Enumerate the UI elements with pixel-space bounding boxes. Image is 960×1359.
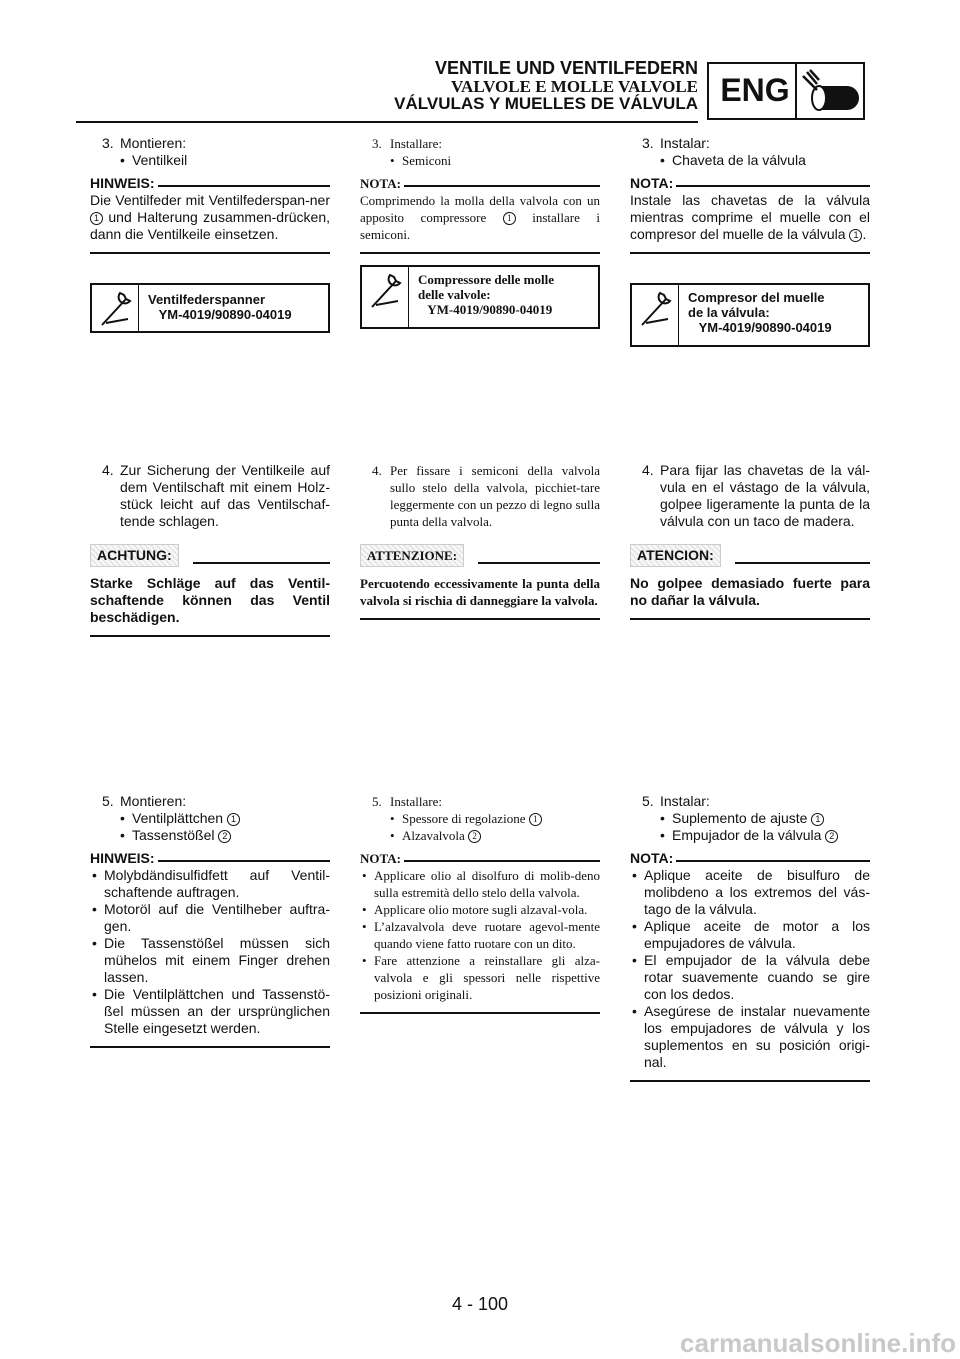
- note-item: • Applicare olio motore sugli alzaval-vola.: [360, 901, 600, 918]
- wrench-screwdriver-icon: [98, 289, 134, 329]
- list-item: • Chaveta de la válvula: [630, 152, 870, 169]
- step-text: Montieren:: [120, 793, 187, 809]
- step-text: Per fissare i semiconi della valvola sullo stelo della valvola, picchiet-tare leggermente con un pezzo di legno sulla punta della valvola.: [390, 463, 600, 529]
- column-it-step4: 4. Per fissare i semiconi della valvola sullo stelo della valvola, picchiet-tare leggermente con un pezzo di legno sulla punta della valvola. ATTENZIONE: Percuotendo eccessivamente la punta della valvola si rischia di danneggiare la valvola.: [360, 462, 600, 620]
- note-label: NOTA:: [630, 850, 674, 866]
- eng-badge: [707, 62, 865, 120]
- tool-name: Ventilfederspanner YM-4019/90890-04019: [148, 292, 292, 322]
- section-title-de: VENTILE UND VENTILFEDERN: [434, 58, 698, 78]
- list-item: • Empujador de la válvula 2: [630, 827, 870, 844]
- list-item: • Alzavalvola 2: [360, 827, 600, 844]
- note-label: NOTA:: [360, 176, 401, 191]
- note-item: • L’alzavalvola deve ruotare agevol-mente quando viene fatto ruotare con un dito.: [360, 918, 600, 952]
- note-text: Instale las chavetas de la válvula mientras comprime el muelle con el compresor del muelle de la válvula 1 .: [630, 192, 870, 242]
- step-text: Montieren:: [120, 135, 187, 151]
- note-label: NOTA:: [630, 175, 674, 191]
- column-es: 3. Instalar: • Chaveta de la válvula NOTA: Instale las chavetas de la válvula mientras comprime el muelle con el compresor del muelle de la válvula 1 .: [630, 135, 870, 254]
- step-text: Installare:: [390, 136, 442, 151]
- column-de-step5: 5. Montieren: • Ventilplättchen 1 • Tassenstößel 2 HINWEIS: • Molybdändisulfidfett auf Ventil-schaftende auftragen. • Motoröl auf die Ventilheber auftra-gen. • Die Tassenstößel müssen sich mühelos mit einem Finger drehen lassen. • Die Ventilplättchen und Tassenstö-ßel müssen an der ursprünglichen Stelle eingesetzt werden.: [90, 793, 330, 1048]
- header-rule: [76, 121, 698, 123]
- list-item: • Ventilplättchen 1: [90, 810, 330, 827]
- step-text: Para fijar las chavetas de la vál-vula en el vástago de la válvula, golpee ligeramente la punta de la válvula con un taco de madera.: [660, 462, 870, 529]
- list-item: • Suplemento de ajuste 1: [630, 810, 870, 827]
- note-text: Comprimendo la molla della valvola con un apposito compressore 1 installare i semiconi.: [360, 193, 600, 242]
- list-item: • Spessore di regolazione 1: [360, 810, 600, 827]
- engine-valve-icon: [799, 66, 863, 118]
- step-text: Zur Sicherung der Ventilkeile auf dem Ventilschaft mit einem Holz-stück leicht auf das Ventilschaf-tende schlagen.: [120, 462, 330, 529]
- note-item: • Asegúrese de instalar nuevamente los empujadores de válvula y los suplementos en su posición origi-nal.: [630, 1003, 870, 1071]
- tool-box-es: [630, 283, 870, 347]
- note-item: • Die Ventilplättchen und Tassenstö-ßel müssen an der ursprünglichen Stelle eingesetzt werden.: [90, 986, 330, 1037]
- caution-text: Starke Schläge auf das Ventil-schaftende können das Ventil beschädigen.: [90, 575, 330, 625]
- note-item: • Applicare olio al disolfuro di molib-deno sulla estremità dello stelo della valvola.: [360, 867, 600, 901]
- step-number: 3.: [102, 135, 114, 151]
- note-item: • Die Tassenstößel müssen sich mühelos mit einem Finger drehen lassen.: [90, 935, 330, 986]
- column-it: 3. Installare: • Semiconi NOTA: Comprimendo la molla della valvola con un apposito compressore 1 installare i semiconi.: [360, 135, 600, 254]
- note-label: HINWEIS:: [90, 850, 155, 866]
- list-item: • Ventilkeil: [90, 152, 330, 169]
- caution-label: ACHTUNG:: [90, 544, 179, 567]
- tool-name: Compressore delle molle delle valvole: YM-4019/90890-04019: [418, 272, 554, 317]
- column-es-step5: 5. Instalar: • Suplemento de ajuste 1 • Empujador de la válvula 2 NOTA: • Aplique aceite de bisulfuro de molibdeno a los extremos del vás-tago de la válvula. • Aplique aceite de motor a los empujadores de válvula. • El empujador de la válvula debe rotar suavemente cuando se gire con los dedos. • Asegúrese de instalar nuevamente los empujadores de válvula y los suplementos en su posición origi-nal.: [630, 793, 870, 1082]
- wrench-screwdriver-icon: [368, 271, 404, 311]
- note-item: • Fare attenzione a reinstallare gli alza-valvola e gli spessori nelle rispettive posizioni originali.: [360, 952, 600, 1003]
- note-label: NOTA:: [360, 851, 401, 866]
- tool-name: Compresor del muelle de la válvula: YM-4019/90890-04019: [688, 290, 832, 335]
- eng-label: ENG: [720, 72, 790, 108]
- column-it-step5: 5. Installare: • Spessore di regolazione 1 • Alzavalvola 2 NOTA: • Applicare olio al disolfuro di molib-deno sulla estremità dello stelo della valvola. • Applicare olio motore sugli alzaval-vola. • L’alzavalvola deve ruotare agevol-mente quando viene fatto ruotare con un dito. • Fare attenzione a reinstallare gli alza-valvola e gli spessori nelle rispettive posizioni originali.: [360, 793, 600, 1014]
- step-text: Installare:: [390, 794, 442, 809]
- column-de: [90, 135, 330, 254]
- note-item: • Aplique aceite de bisulfuro de molibdeno a los extremos del vás-tago de la válvula.: [630, 867, 870, 918]
- note-item: • Molybdändisulfidfett auf Ventil-schaftende auftragen.: [90, 867, 330, 901]
- caution-text: Percuotendo eccessivamente la punta della valvola si rischia di danneggiare la valvola.: [360, 576, 600, 608]
- column-es-step4: 4. Para fijar las chavetas de la vál-vula en el vástago de la válvula, golpee ligeramente la punta de la válvula con un taco de madera. ATENCION: No golpee demasiado fuerte para no dañar la válvula.: [630, 462, 870, 620]
- list-item: • Semiconi: [360, 152, 600, 169]
- step-text: Instalar:: [660, 793, 710, 809]
- callout-marker: 1: [90, 212, 103, 225]
- step-text: Instalar:: [660, 135, 710, 151]
- column-de-step4: 4. Zur Sicherung der Ventilkeile auf dem Ventilschaft mit einem Holz-stück leicht auf das Ventilschaf-tende schlagen. ACHTUNG: Starke Schläge auf das Ventil-schaftende können das Ventil beschädigen.: [90, 462, 330, 637]
- wrench-screwdriver-icon: [638, 289, 674, 329]
- caution-label: ATENCION:: [630, 544, 721, 567]
- caution-text: No golpee demasiado fuerte para no dañar la válvula.: [630, 575, 870, 608]
- section-title-it: VALVOLE E MOLLE VALVOLE: [450, 77, 698, 96]
- note-text: Die Ventilfeder mit Ventilfederspan-ner 1 und Halterung zusammen-drücken, dann die Ventilkeile einsetzen.: [90, 192, 330, 242]
- note-label: HINWEIS:: [90, 175, 155, 191]
- caution-label: ATTENZIONE:: [360, 544, 464, 567]
- watermark[interactable]: carmanualsonline.info: [680, 1328, 956, 1358]
- list-item: • Tassenstößel 2: [90, 827, 330, 844]
- note-item: • Motoröl auf die Ventilheber auftra-gen.: [90, 901, 330, 935]
- note-item: • Aplique aceite de motor a los empujadores de válvula.: [630, 918, 870, 952]
- tool-box-de: [90, 283, 330, 333]
- note-item: • El empujador de la válvula debe rotar suavemente cuando se gire con los dedos.: [630, 952, 870, 1003]
- section-title-es: VÁLVULAS Y MUELLES DE VÁLVULA: [394, 94, 698, 113]
- tool-box-it: [360, 265, 600, 329]
- page-number: 4 - 100: [451, 1294, 509, 1314]
